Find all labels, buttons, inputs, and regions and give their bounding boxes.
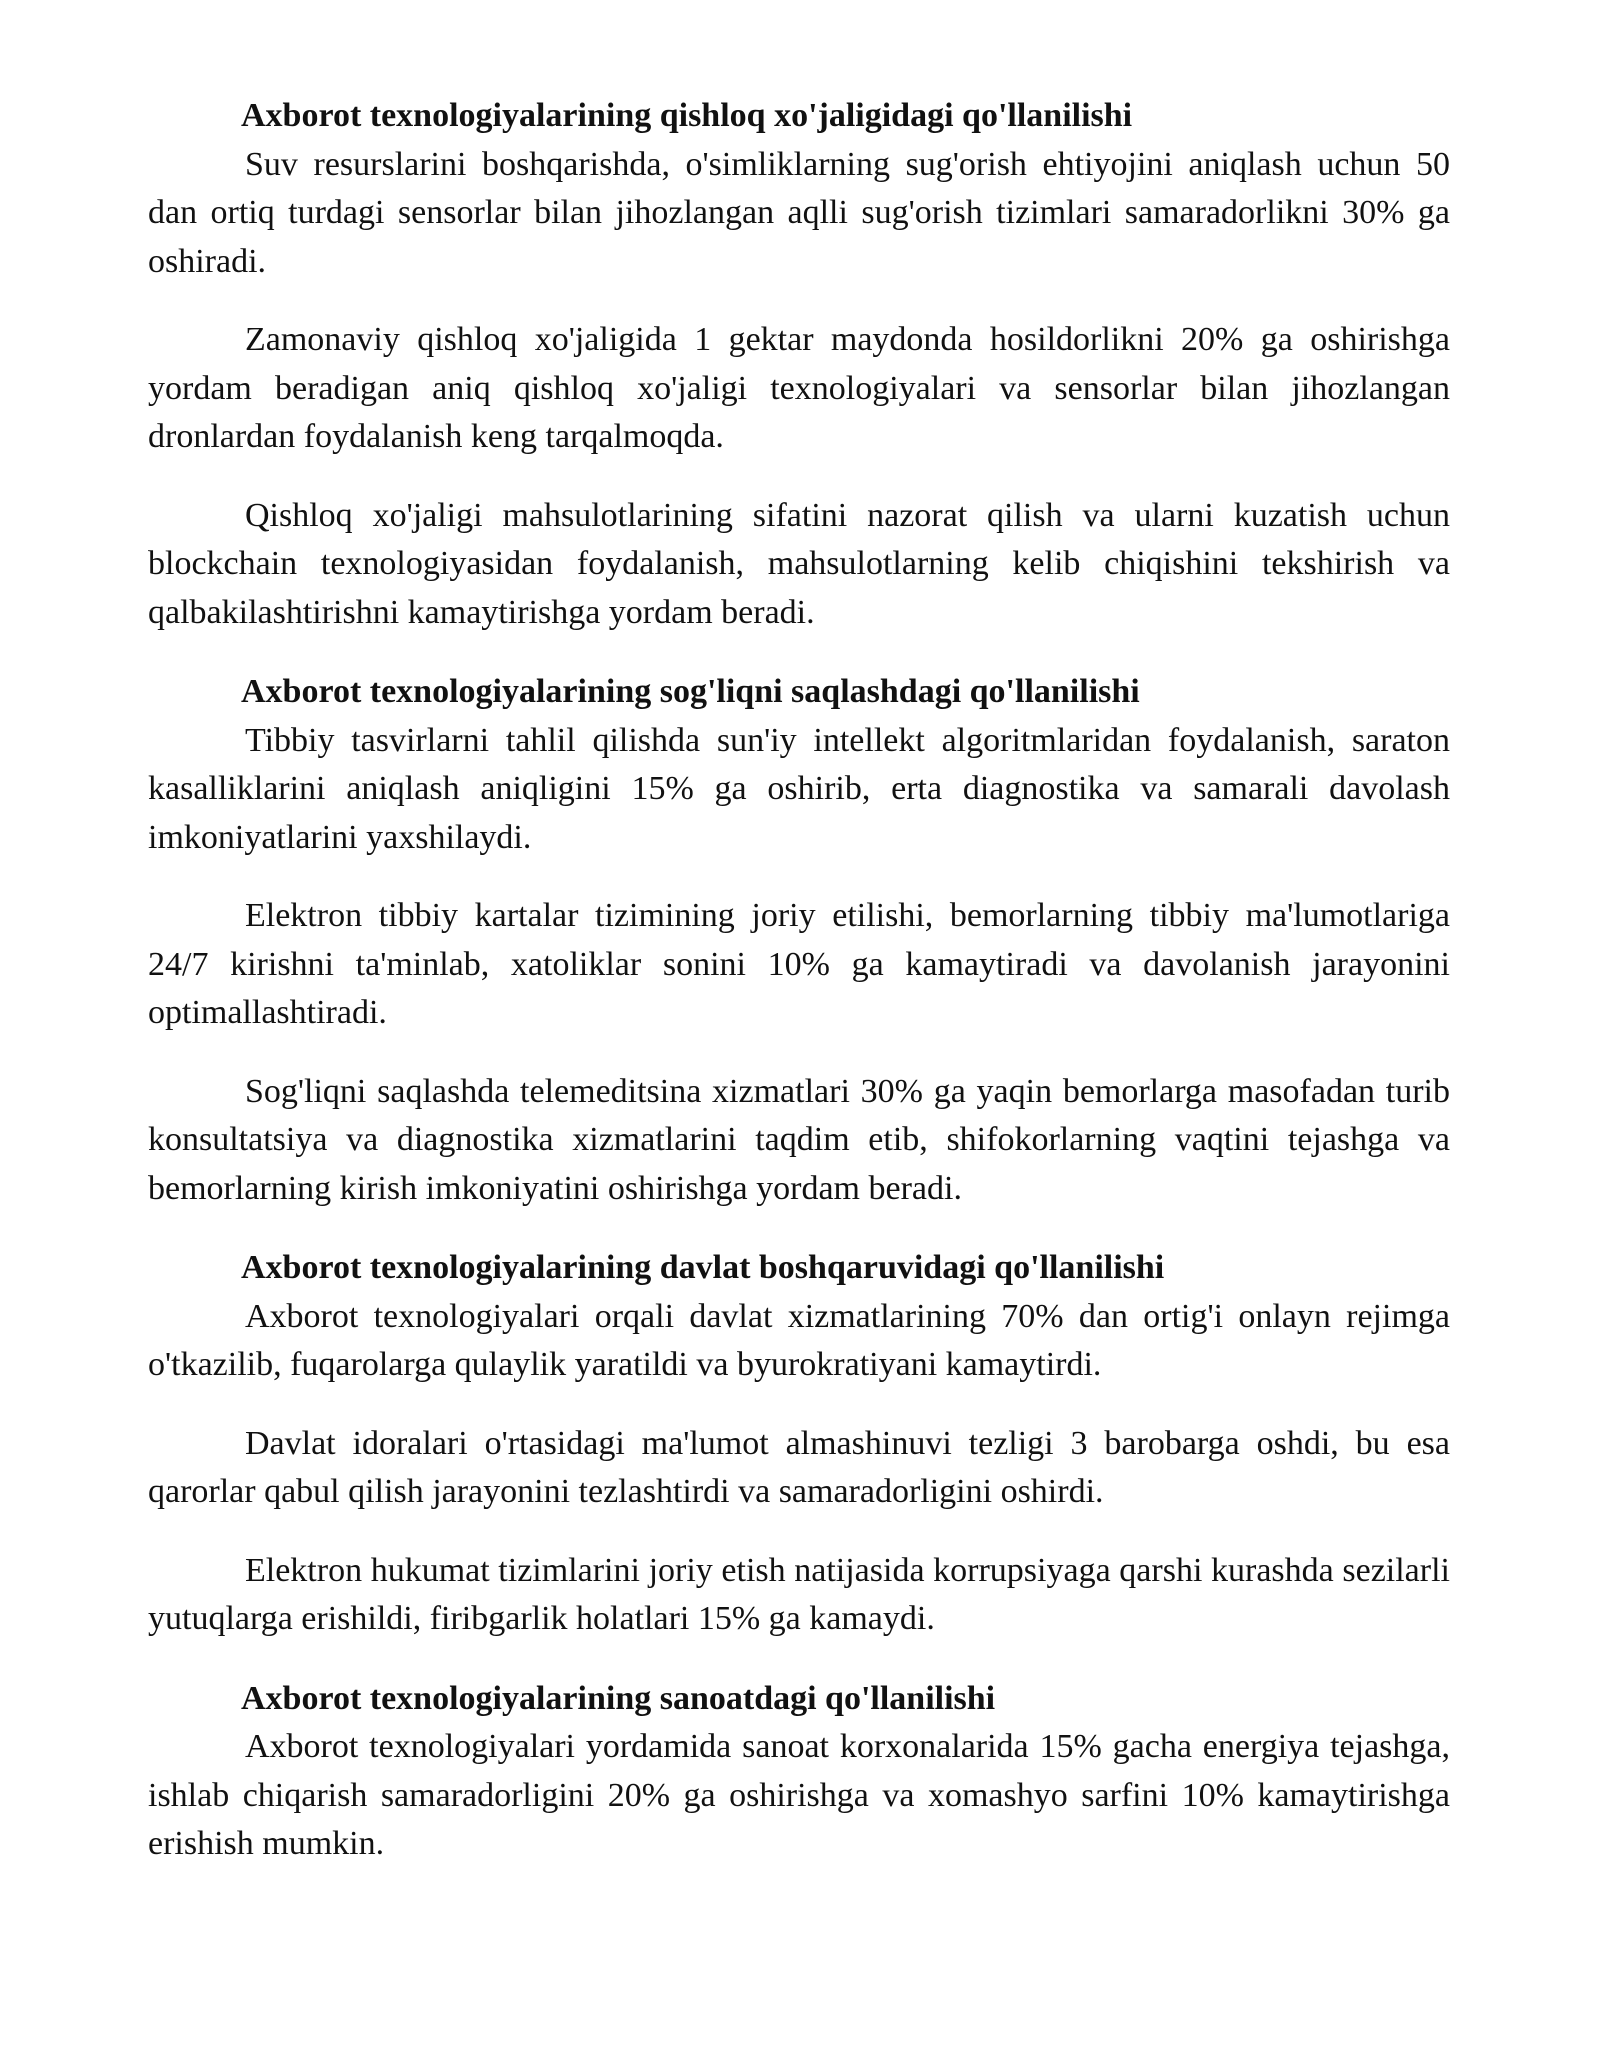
section-heading: Axborot texnologiyalarining sanoatdagi qo'llanilishi xyxy=(241,1679,996,1717)
section-heading: Axborot texnologiyalarining sog'liqni saqlashdagi qo'llanilishi xyxy=(241,673,1140,710)
document-page xyxy=(148,92,1450,1869)
paragraph: Sog'liqni saqlashda telemeditsina xizmatlari 30% ga yaqin bemorlarga masofadan turib konsultatsiya va diagnostika xizmatlarini taqdim etib, shifokorlarning vaqtini tejashga va bemorlarning kirish imkoniyatini oshirishga yordam beradi. xyxy=(148,1072,1450,1207)
section-agriculture xyxy=(148,92,1450,637)
section-healthcare xyxy=(148,668,1450,1213)
section-heading: Axborot texnologiyalarining davlat boshqaruvidagi qo'llanilishi xyxy=(241,1249,1165,1286)
section-heading: Axborot texnologiyalarining qishloq xo'jaligidagi qo'llanilishi xyxy=(241,97,1133,134)
paragraph: Axborot texnologiyalari yordamida sanoat korxonalarida 15% gacha energiya tejashga, ishlab chiqarish samaradorligini 20% ga oshirishga va xomashyo sarfini 10% kamaytirishga erishish mumkin. xyxy=(148,1728,1450,1862)
paragraph: Axborot texnologiyalari orqali davlat xizmatlarining 70% dan ortig'i onlayn rejimga o'tkazilib, fuqarolarga qulaylik yaratildi va byurokratiyani kamaytirdi. xyxy=(148,1297,1450,1383)
paragraph: Suv resurslarini boshqarishda, o'simliklarning sug'orish ehtiyojini aniqlash uchun 50 dan ortiq turdagi sensorlar bilan jihozlangan aqlli sug'orish tizimlari samaradorlikni 30% ga oshiradi. xyxy=(148,145,1450,280)
paragraph: Tibbiy tasvirlarni tahlil qilishda sun'iy intellekt algoritmlaridan foydalanish, saraton kasalliklarini aniqlash aniqligini 15% ga oshirib, erta diagnostika va samarali davolash imkoniyatlarini yaxshilaydi. xyxy=(148,721,1450,856)
paragraph: Qishloq xo'jaligi mahsulotlarining sifatini nazorat qilish va ularni kuzatish uchun blockchain texnologiyasidan foydalanish, mahsulotlarning kelib chiqishini tekshirish va qalbakilashtirishni kamaytirishga yordam beradi. xyxy=(148,496,1450,631)
paragraph: Elektron hukumat tizimlarini joriy etish natijasida korrupsiyaga qarshi kurashda sezilarli yutuqlarga erishildi, firibgarlik holatlari 15% ga kamaydi. xyxy=(148,1551,1450,1637)
section-industry xyxy=(148,1675,1450,1869)
paragraph: Elektron tibbiy kartalar tizimining joriy etilishi, bemorlarning tibbiy ma'lumotlariga 24/7 kirishni ta'minlab, xatoliklar sonini 10% ga kamaytiradi va davolanish jarayonini optimallashtiradi. xyxy=(148,897,1450,1031)
paragraph: Davlat idoralari o'rtasidagi ma'lumot almashinuvi tezligi 3 barobarga oshdi, bu esa qarorlar qabul qilish jarayonini tezlashtirdi va samaradorligini oshirdi. xyxy=(148,1424,1450,1510)
section-government xyxy=(148,1244,1450,1644)
paragraph: Zamonaviy qishloq xo'jaligida 1 gektar maydonda hosildorlikni 20% ga oshirishga yordam beradigan aniq qishloq xo'jaligi texnologiyalari va sensorlar bilan jihozlangan dronlardan foydalanish keng tarqalmoqda. xyxy=(148,321,1450,455)
